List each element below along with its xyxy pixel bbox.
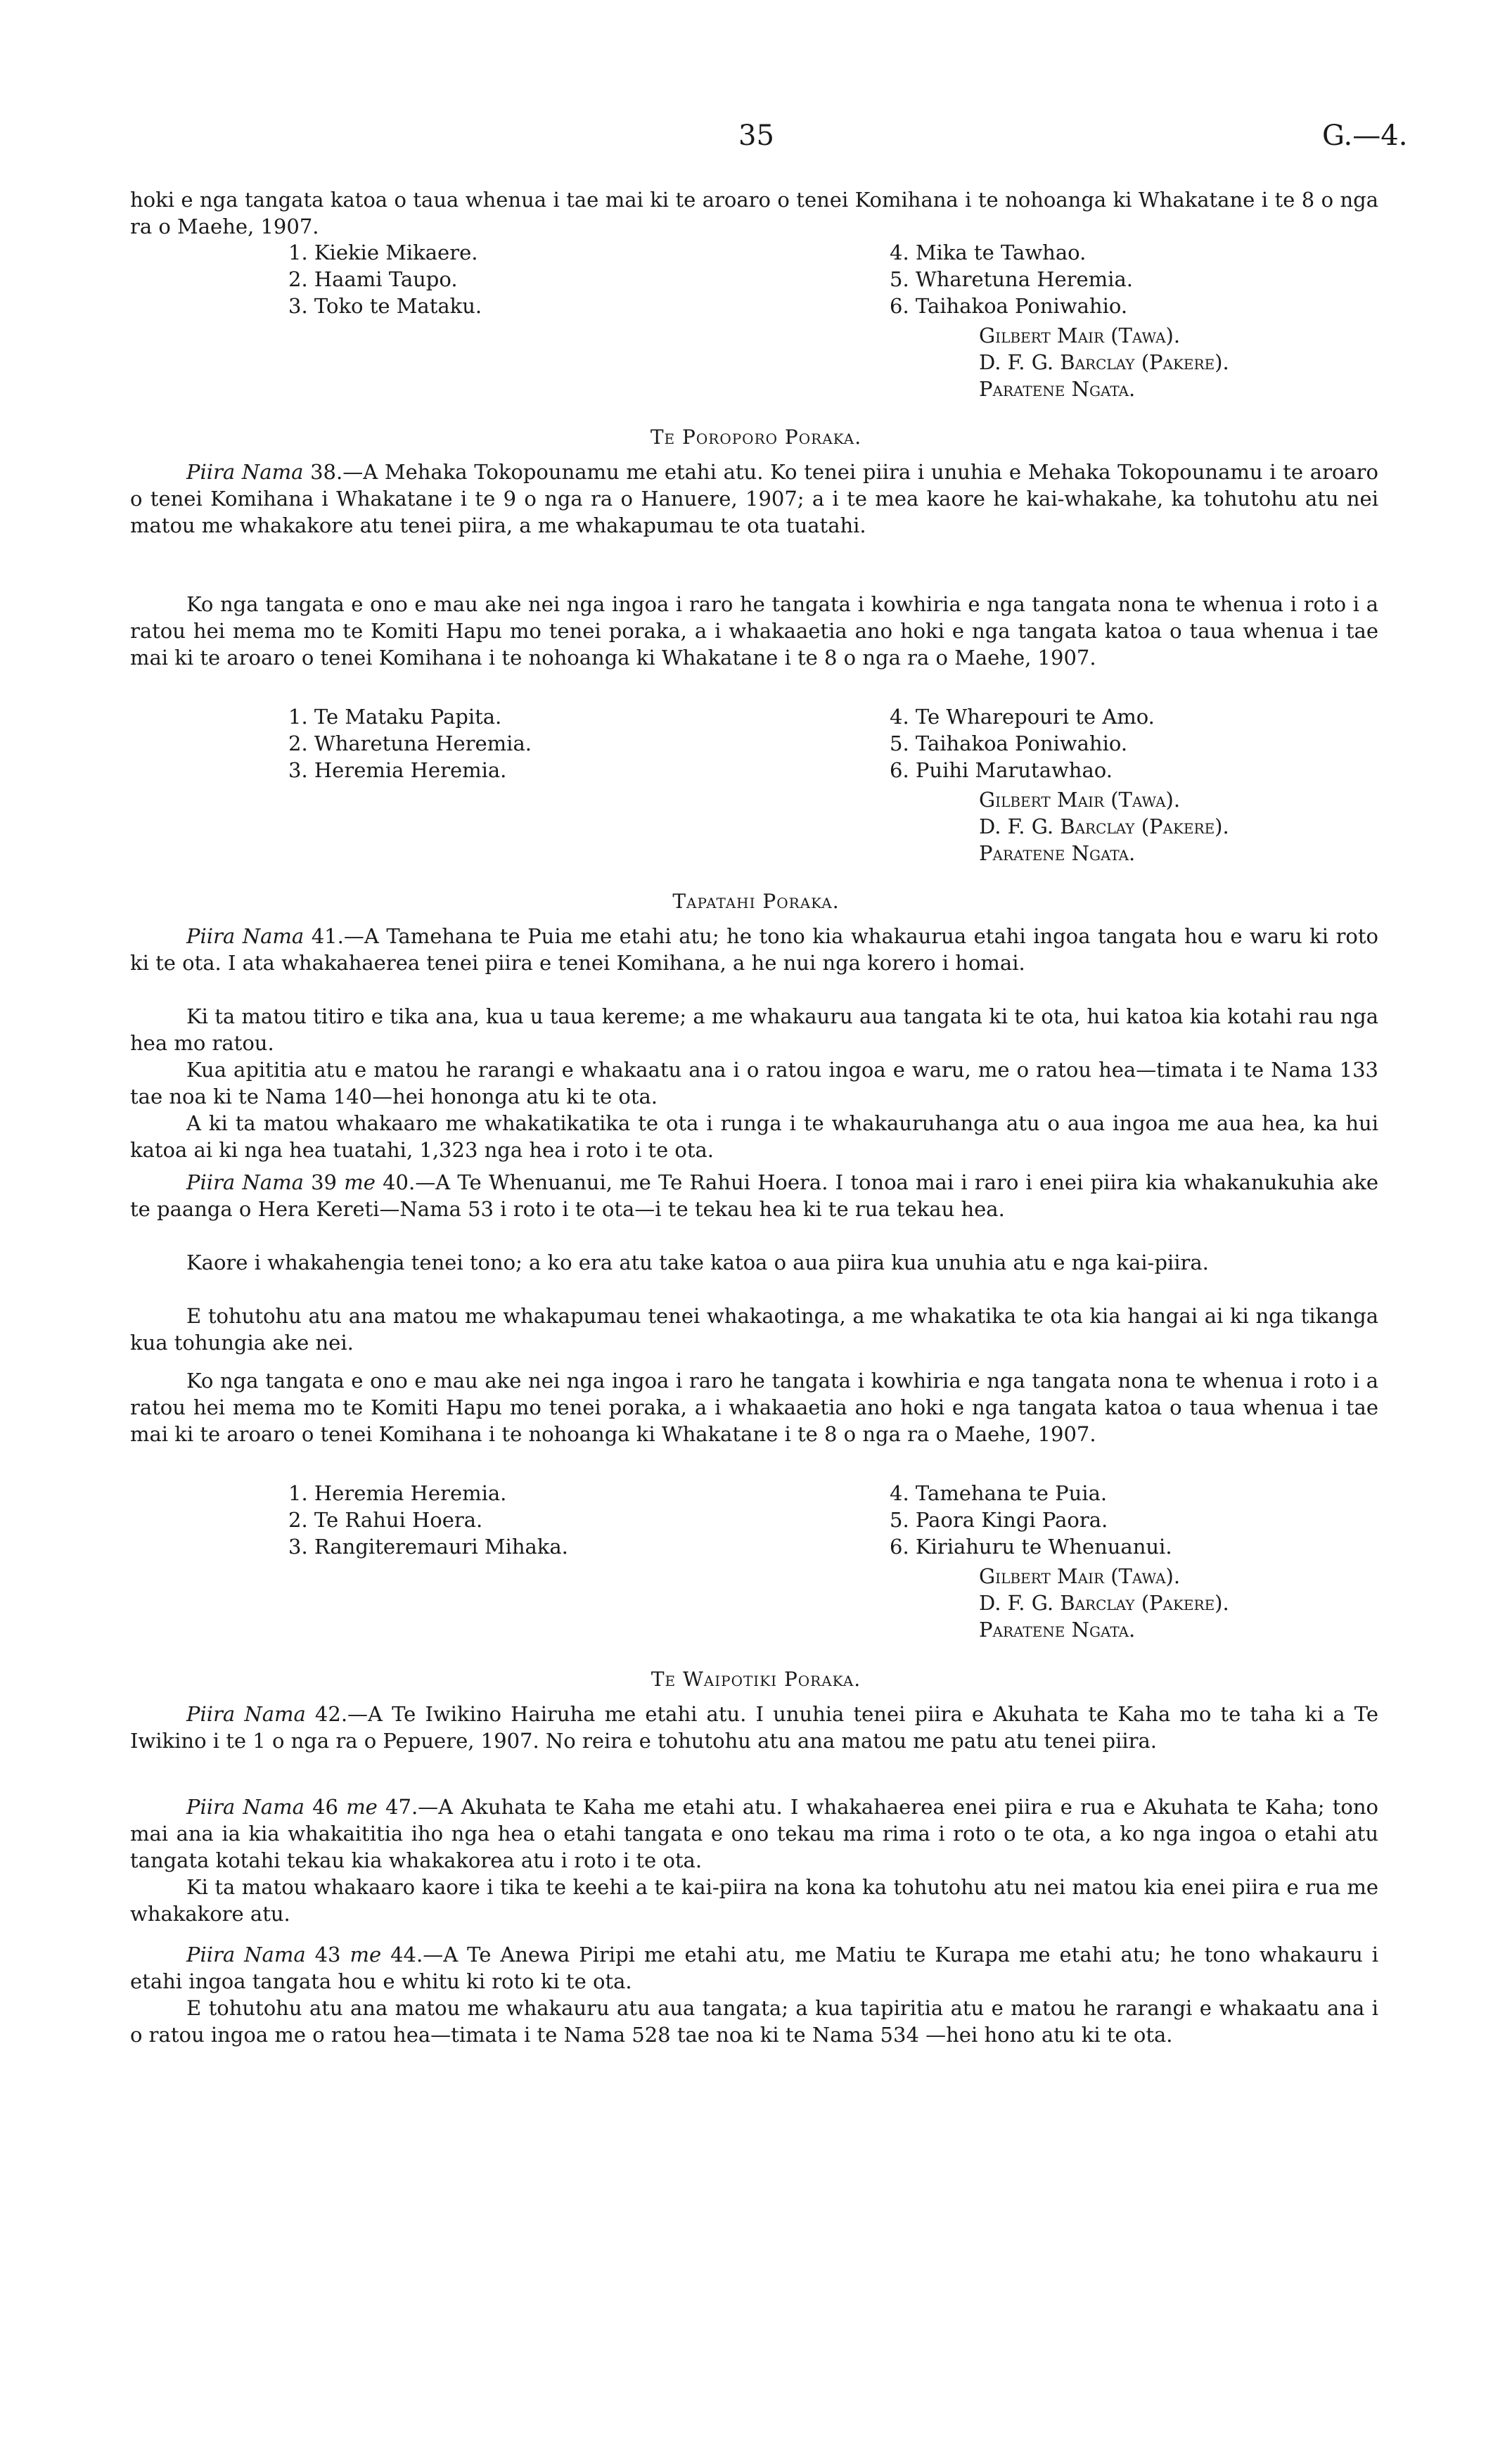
signature-line: Gilbert Mair (Tawa).: [979, 788, 1181, 812]
list-item: 6. Taihakoa Poniwahio.: [890, 294, 1128, 318]
signature-line: Paratene Ngata.: [979, 377, 1136, 401]
paragraph: Ki ta matou whakaaro kaore i tika te keehi a te kai-piira na kona ka tohutohu atu nei matou kia enei piira e rua me whakakore atu.: [130, 1875, 1378, 1926]
document-reference: G.—4.: [1322, 120, 1408, 152]
list-item: 3. Rangiteremauri Mihaka.: [288, 1535, 568, 1559]
appeal-paragraph: Piira Nama 39 me 40.—A Te Whenuanui, me Te Rahui Hoera. I tonoa mai i raro i enei piira kia whakanukuhia ake te paanga o Hera Kereti—Nama 53 i roto i te ota—i te tekau hea ki te rua tekau hea.: [130, 1170, 1379, 1221]
intro-paragraph: hoki e nga tangata katoa o taua whenua i tae mai ki te aroaro o tenei Komihana i te nohoanga ki Whakatane i te 8 o nga ra o Maehe, 1907.: [130, 188, 1378, 238]
appeal-paragraph: Piira Nama 46 me 47.—A Akuhata te Kaha me etahi atu. I whakahaerea enei piira e rua e Akuhata te Kaha; tono mai ana ia kia whakaititia iho nga hea o etahi tangata e ono tekau ma rima i roto o te ota, a ko nga ingoa o etahi atu tangata kotahi tekau kia whakakorea atu i roto i te ota.: [130, 1795, 1379, 1872]
signature-line: D. F. G. Barclay (Pakere).: [979, 1591, 1229, 1615]
list-item: 3. Toko te Mataku.: [288, 294, 482, 318]
list-item: 1. Kiekie Mikaere.: [288, 241, 478, 264]
list-item: 5. Paora Kingi Paora.: [890, 1508, 1108, 1532]
page-number: 35: [738, 120, 774, 152]
committee-paragraph: Ko nga tangata e ono e mau ake nei nga ingoa i raro he tangata i kowhiria e nga tangata nona te whenua i roto i a ratou hei mema mo te Komiti Hapu mo tenei poraka, a i whakaaetia ano hoki e nga tangata katoa o taua whenua i tae mai ki te aroaro o tenei Komihana i te nohoanga ki Whakatane i te 8 o nga ra o Maehe, 1907.: [130, 592, 1378, 670]
list-item: 3. Heremia Heremia.: [288, 758, 507, 782]
signature-line: Paratene Ngata.: [979, 841, 1136, 865]
list-item: 6. Puihi Marutawhao.: [890, 758, 1113, 782]
paragraph: A ki ta matou whakaaro me whakatikatika te ota i runga i te whakauruhanga atu o aua ingoa me aua hea, ka hui katoa ai ki nga hea tuatahi, 1,323 nga hea i roto i te ota.: [130, 1111, 1378, 1162]
list-item: 4. Te Wharepouri te Amo.: [890, 705, 1155, 729]
section-heading: Tapatahi Poraka.: [672, 890, 840, 913]
paragraph: Kua apititia atu e matou he rarangi e whakaatu ana i o ratou ingoa e waru, me o ratou hea—timata i te Nama 133 tae noa ki te Nama 140—hei hononga atu ki te ota.: [130, 1058, 1378, 1108]
paragraph: Ki ta matou titiro e tika ana, kua u taua kereme; a me whakauru aua tangata ki te ota, hui katoa kia kotahi rau nga hea mo ratou.: [130, 1004, 1378, 1055]
list-item: 4. Tamehana te Puia.: [890, 1481, 1108, 1505]
appeal-paragraph: Piira Nama 43 me 44.—A Te Anewa Piripi me etahi atu, me Matiu te Kurapa me etahi atu; he tono whakauru i etahi ingoa tangata hou e whitu ki roto ki te ota.: [130, 1943, 1378, 1993]
signature-line: Gilbert Mair (Tawa).: [979, 1564, 1181, 1588]
paragraph: Kaore i whakahengia tenei tono; a ko era atu take katoa o aua piira kua unuhia atu e nga kai-piira.: [186, 1251, 1209, 1274]
list-item: 1. Te Mataku Papita.: [288, 705, 502, 729]
signature-line: D. F. G. Barclay (Pakere).: [979, 350, 1229, 374]
list-item: 6. Kiriahuru te Whenuanui.: [890, 1535, 1172, 1559]
appeal-label: Piira Nama: [186, 924, 305, 948]
paragraph: E tohutohu atu ana matou me whakauru atu aua tangata; a kua tapiritia atu e matou he rarangi e whakaatu ana i o ratou ingoa me o ratou hea—timata i te Nama 528 tae noa ki te Nama 534 —hei hono atu ki te ota.: [130, 1996, 1378, 2047]
appeal-label: Piira Nama: [186, 1795, 305, 1819]
list-item: 2. Te Rahui Hoera.: [288, 1508, 483, 1532]
list-item: 4. Mika te Tawhao.: [890, 241, 1087, 264]
appeal-label: Piira Nama: [186, 1943, 306, 1967]
appeal-label: Piira Nama: [186, 460, 304, 484]
committee-paragraph: Ko nga tangata e ono e mau ake nei nga ingoa i raro he tangata i kowhiria e nga tangata nona te whenua i roto i a ratou hei mema mo te Komiti Hapu mo tenei poraka, a i whakaaetia ano hoki e nga tangata katoa o taua whenua i tae mai ki te aroaro o tenei Komihana i te nohoanga ki Whakatane i te 8 o nga ra o Maehe, 1907.: [130, 1369, 1378, 1446]
paragraph: E tohutohu atu ana matou me whakapumau tenei whakaotinga, a me whakatika te ota kia hangai ai ki nga tikanga kua tohungia ake nei.: [130, 1304, 1378, 1355]
list-item: 1. Heremia Heremia.: [288, 1481, 507, 1505]
appeal-label: Piira Nama: [186, 1702, 306, 1726]
list-item: 2. Haami Taupo.: [288, 267, 458, 291]
appeal-paragraph: Piira Nama 41.—A Tamehana te Puia me etahi atu; he tono kia whakaurua etahi ingoa tangata hou e waru ki roto ki te ota. I ata whakahaerea tenei piira e tenei Komihana, a he nui nga korero i homai.: [130, 924, 1378, 975]
list-item: 2. Wharetuna Heremia.: [288, 731, 532, 755]
signature-line: Gilbert Mair (Tawa).: [979, 324, 1181, 347]
section-heading: Te Poroporo Poraka.: [650, 426, 862, 449]
section-heading: Te Waipotiki Poraka.: [651, 1668, 861, 1691]
appeal-paragraph: Piira Nama 38.—A Mehaka Tokopounamu me etahi atu. Ko tenei piira i unuhia e Mehaka Tokopounamu i te aroaro o tenei Komihana i Whakatane i te 9 o nga ra o Hanuere, 1907; a i te mea kaore he kai-whakahe, ka tohutohu atu nei matou me whakakore atu tenei piira, a me whakapumau te ota tuatahi.: [130, 460, 1378, 537]
appeal-paragraph: Piira Nama 42.—A Te Iwikino Hairuha me etahi atu. I unuhia tenei piira e Akuhata te Kaha mo te taha ki a Te Iwikino i te 1 o nga ra o Pepuere, 1907. No reira e tohutohu atu ana matou me patu atu tenei piira.: [130, 1702, 1379, 1753]
list-item: 5. Taihakoa Poniwahio.: [890, 731, 1128, 755]
list-item: 5. Wharetuna Heremia.: [890, 267, 1133, 291]
signature-line: Paratene Ngata.: [979, 1618, 1136, 1642]
signature-line: D. F. G. Barclay (Pakere).: [979, 814, 1229, 838]
appeal-label: Piira Nama: [186, 1170, 304, 1194]
